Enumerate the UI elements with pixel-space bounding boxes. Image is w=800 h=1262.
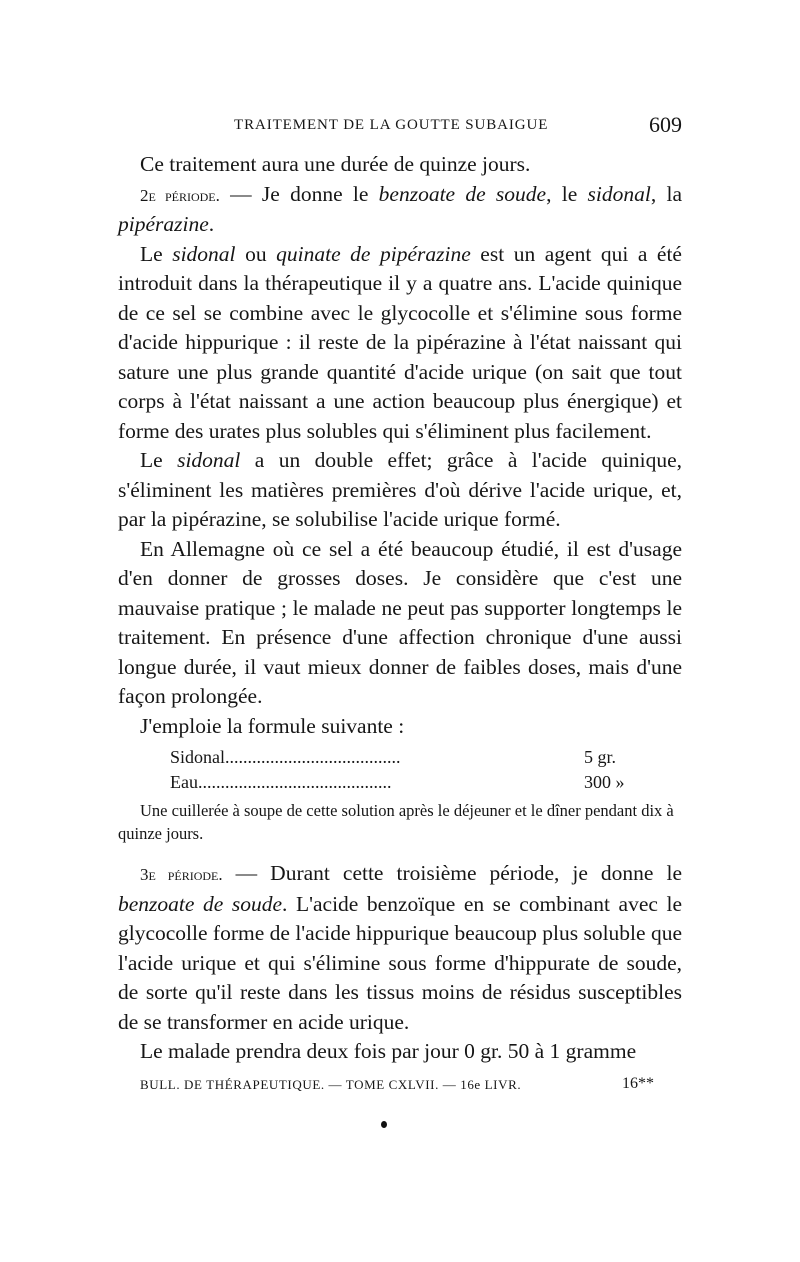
paragraph-8 [118, 1037, 682, 1067]
body-text [118, 150, 682, 741]
section-label-3: 3e période. [140, 865, 223, 884]
paragraph-6 [118, 712, 682, 742]
body-text-continued [118, 859, 682, 1067]
italic-piperazine: pipérazine [118, 212, 209, 236]
paragraph-8-text: Le malade prendra deux fois par jour 0 gr. 50 à 1 gramme [140, 1039, 637, 1063]
paragraph-4-text-a: Le [140, 448, 178, 472]
paragraph-2 [118, 180, 682, 240]
paragraph-3-text-c: ou [235, 241, 277, 266]
italic-sidonal: sidonal [177, 448, 241, 472]
paragraph-4-text-c: a un double effet; grâce à l'acide quinique, s'éliminent les matières premières d'où dérive l'acide urique, et, par la pipérazine, se solubilise l'acide urique formé. [118, 448, 682, 531]
italic-sidonal: sidonal [172, 241, 236, 266]
paragraph-7-text-c: . L'acide benzoïque en se combinant avec le glycocolle forme de l'acide hippurique beaucoup plus soluble que l'acide urique et qui s'élimine sous forme d'hippurate de soude, de sorte qu'il reste dans les tissus moins de résidus susceptibles de se transformer en acide urique. [118, 891, 682, 1034]
page-footer [118, 1075, 682, 1097]
formula-dose: 300 » [584, 772, 625, 792]
signature-mark: 16** [622, 1074, 654, 1092]
paragraph-3-text-e: est un agent qui a été introduit dans la thérapeutique il y a quatre ans. L'acide quinique de ce sel se combine avec le glycocolle et s'élimine sous forme d'acide hippurique : il reste de la pipérazine à l'état naissant qui sature une plus grande quantité d'acide urique (on sait que tout corps à l'état naissant a une action beaucoup plus énergique) et forme des urates plus solubles qui s'éliminent plus facilement. [118, 241, 682, 443]
paragraph-1-text: Ce traitement aura une durée de quinze jours. [140, 152, 531, 176]
formula-row-eau [118, 770, 682, 795]
formula-ingredient: Eau........................................... [170, 772, 392, 792]
paragraph-5-text: En Allemagne où ce sel a été beaucoup étudié, il est d'usage d'en donner de grosses doses. Je considère que c'est une mauvaise pratique ; le malade ne peut pas supporter longtemps le traitement. En présence d'une affection chronique d'une aussi longue durée, il vaut mieux donner de faibles doses, mais d'une façon prolongée. [118, 536, 682, 708]
ink-speck [381, 1121, 387, 1128]
formula-note: Une cuillerée à soupe de cette solution après le déjeuner et le dîner pendant dix à quinze jours. [118, 801, 674, 843]
formula-dose: 5 gr. [584, 747, 617, 767]
running-header [118, 112, 682, 142]
italic-quinate: quinate de pipérazine [276, 241, 471, 266]
paragraph-2-text-a: — Je donne le [219, 181, 379, 206]
page-number: 609 [649, 112, 682, 137]
prescription-formula [118, 745, 682, 845]
paragraph-6-text: J'emploie la formule suivante : [140, 713, 405, 738]
paragraph-1 [118, 150, 682, 180]
paragraph-2-text-c: , le [546, 181, 588, 206]
formula-row-sidonal [118, 745, 682, 770]
paragraph-3-text-a: Le [140, 241, 173, 266]
journal-imprint: BULL. DE THÉRAPEUTIQUE. — TOME CXLVII. — 16e LIVR. [140, 1076, 522, 1092]
paragraph-2-text-e: , la [650, 181, 682, 206]
book-page [118, 112, 682, 1097]
italic-benzoate: benzoate de soude [378, 181, 547, 206]
paragraph-7-text-a: — Durant cette troisième période, je donne le [222, 861, 682, 885]
section-label-2: 2e période. [140, 185, 220, 205]
italic-sidonal: sidonal [587, 181, 651, 206]
paragraph-2-text-g: . [208, 212, 215, 236]
paragraph-4 [118, 446, 682, 535]
paragraph-3 [118, 240, 682, 447]
italic-benzoate: benzoate de soude [118, 891, 283, 916]
paragraph-7 [118, 859, 682, 1037]
paragraph-5 [118, 535, 682, 712]
formula-ingredient: Sidonal....................................... [170, 747, 401, 767]
running-title: TRAITEMENT DE LA GOUTTE SUBAIGUE [234, 117, 549, 133]
